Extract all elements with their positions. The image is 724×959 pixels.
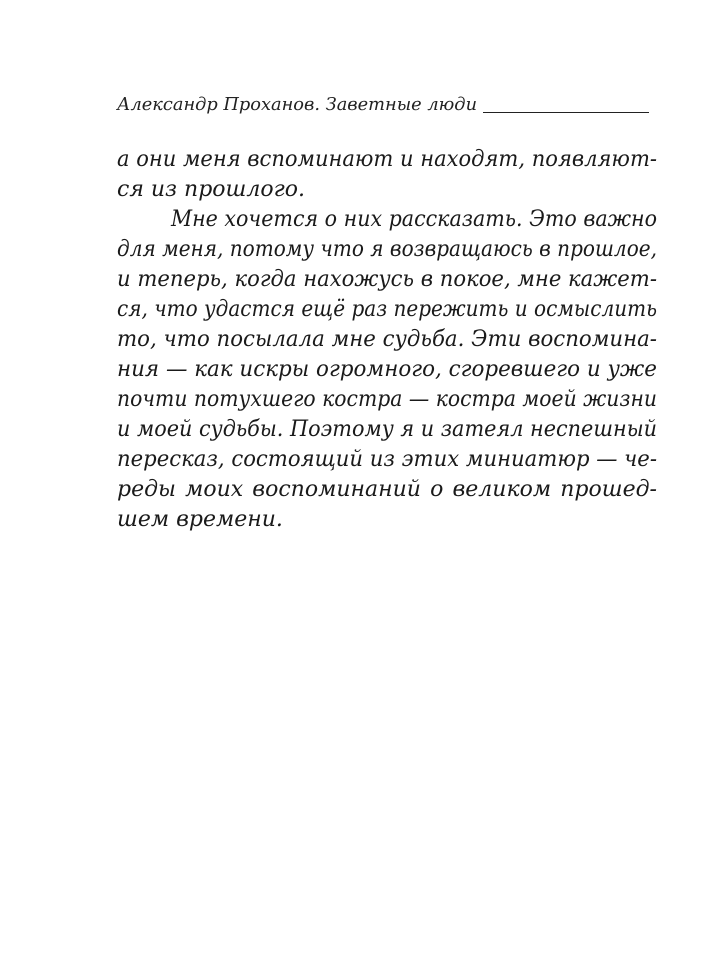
header-rule: [483, 112, 649, 113]
text-line: реды моих воспоминаний о великом прошед-: [117, 477, 657, 502]
text-line: почти потухшего костра — костра моей жизни: [117, 387, 658, 412]
text-line: пересказ, состоящий из этих миниатюр — че-: [117, 447, 657, 472]
text-line: ся из прошлого.: [117, 177, 305, 202]
text-line: и моей судьбы. Поэтому я и затеял неспешный: [117, 417, 658, 442]
text-line: для меня, потому что я возвращаюсь в прошлое,: [117, 237, 657, 262]
running-header: [117, 92, 657, 118]
text-line: а они меня вспоминают и находят, появляют-: [117, 147, 657, 172]
text-line: то, что посылала мне судьба. Эти воспомина-: [117, 327, 658, 352]
text-line-paragraph-start: Мне хочется о них рассказать. Это важно: [171, 207, 657, 232]
text-line: ния — как искры огромного, сгоревшего и уже: [117, 357, 657, 382]
text-line: шем времени.: [117, 507, 283, 532]
running-header-title: Александр Проханов. Заветные люди: [117, 94, 478, 115]
text-line: ся, что удастся ещё раз пережить и осмыслить: [117, 297, 657, 322]
text-line: и теперь, когда нахожусь в покое, мне кажет-: [117, 267, 657, 292]
